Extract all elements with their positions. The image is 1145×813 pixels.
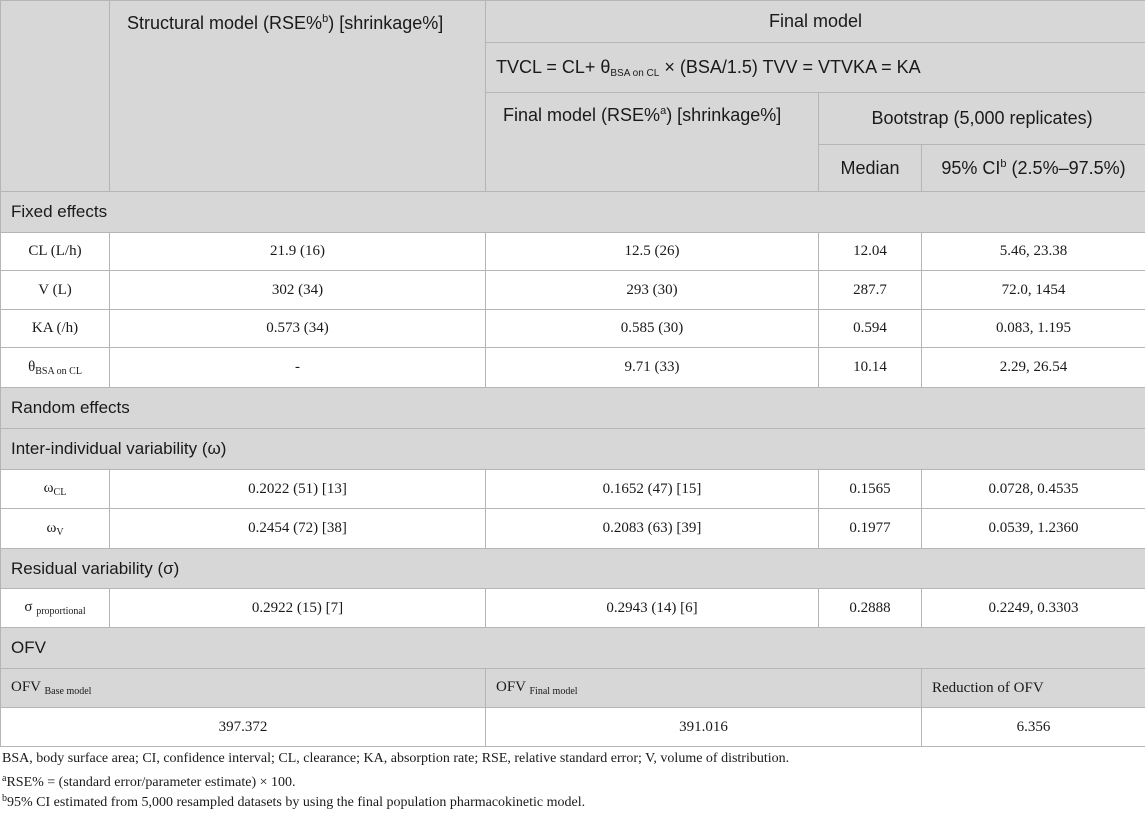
median-cell: 12.04 xyxy=(819,233,922,271)
table-row xyxy=(1,348,1145,388)
header-parameter-cell xyxy=(1,1,110,192)
structural-cell: 21.9 (16) xyxy=(110,233,486,271)
median-cell: 0.1977 xyxy=(819,509,922,549)
table-row xyxy=(1,470,1145,509)
footnote-a: $^a$RSE% = (standard error/parameter estimate) × 100. xyxy=(2,769,1145,789)
final-cell: 0.2083 (63) [39] xyxy=(486,509,819,549)
ci-cell: 0.0539, 1.2360 xyxy=(922,509,1145,549)
ofv-reduction-value: 6.356 xyxy=(922,708,1145,747)
ci-cell: 72.0, 1454 xyxy=(922,271,1145,310)
ci-cell: 5.46, 23.38 xyxy=(922,233,1145,271)
structural-cell: - xyxy=(110,348,486,388)
section-residual-variability: Residual variability (σ) xyxy=(1,549,1145,589)
ofv-base-value: 397.372 xyxy=(1,708,486,747)
ofv-reduction-label: Reduction of OFV xyxy=(922,669,1145,708)
section-row-iiv xyxy=(1,429,1145,470)
header-structural-model: Structural model (RSE%$^b$) [shrinkage%] xyxy=(110,1,486,192)
header-equation: TVCL = $CL+ \theta_{BSA on CL} \times (BSA/1.5)$ TVV = VTVKA = KA xyxy=(486,43,1145,93)
param-cell: $\omega_{CL}$ xyxy=(1,470,110,509)
header-final-model-rse: Final model (RSE%$^a$) [shrinkage%] xyxy=(486,93,819,192)
table-row xyxy=(1,233,1145,271)
table-row xyxy=(1,509,1145,549)
footnote-b: $^b$95% CI estimated from 5,000 resampled datasets by using the final population pharmacokinetic model. xyxy=(2,789,1145,809)
header-ci: 95% $CI^b$ (2.5%–97.5%) xyxy=(922,145,1145,192)
section-inter-individual-variability: Inter-individual variability (ω) xyxy=(1,429,1145,470)
ofv-base-label: OFV $_{Base model}$ xyxy=(1,669,486,708)
ci-cell: 0.2249, 0.3303 xyxy=(922,589,1145,628)
header-median: Median xyxy=(819,145,922,192)
section-fixed-effects: Fixed effects xyxy=(1,192,1145,233)
ofv-final-value: 391.016 xyxy=(486,708,922,747)
table-row xyxy=(1,271,1145,310)
section-row-residual xyxy=(1,549,1145,589)
table-footnotes xyxy=(0,749,1145,809)
param-cell: CL (L/h) xyxy=(1,233,110,271)
section-ofv: OFV xyxy=(1,628,1145,669)
section-random-effects: Random effects xyxy=(1,388,1145,429)
final-cell: 9.71 (33) xyxy=(486,348,819,388)
param-cell: σ $_{proportional}$ xyxy=(1,589,110,628)
structural-cell: 0.2454 (72) [38] xyxy=(110,509,486,549)
final-cell: 0.2943 (14) [6] xyxy=(486,589,819,628)
header-row-1 xyxy=(1,1,1145,43)
ofv-final-label: OFV $_{Final model}$ xyxy=(486,669,922,708)
param-cell: V (L) xyxy=(1,271,110,310)
section-row-fixed xyxy=(1,192,1145,233)
final-cell: 12.5 (26) xyxy=(486,233,819,271)
median-cell: 0.2888 xyxy=(819,589,922,628)
ci-cell: 0.0728, 0.4535 xyxy=(922,470,1145,509)
median-cell: 0.1565 xyxy=(819,470,922,509)
final-cell: 293 (30) xyxy=(486,271,819,310)
median-cell: 0.594 xyxy=(819,310,922,348)
final-cell: 0.585 (30) xyxy=(486,310,819,348)
section-row-ofv xyxy=(1,628,1145,669)
ofv-label-row xyxy=(1,669,1145,708)
header-bootstrap: Bootstrap (5,000 replicates) xyxy=(819,93,1145,145)
param-cell: $\omega_V$ xyxy=(1,509,110,549)
structural-cell: 0.2022 (51) [13] xyxy=(110,470,486,509)
footnote-abbreviations: BSA, body surface area; CI, confidence interval; CL, clearance; KA, absorption rate; RSE, relative standard error; V, volume of distribution. xyxy=(2,749,1145,769)
header-final-model: Final model xyxy=(486,1,1145,43)
param-cell: KA (/h) xyxy=(1,310,110,348)
structural-cell: 0.573 (34) xyxy=(110,310,486,348)
final-cell: 0.1652 (47) [15] xyxy=(486,470,819,509)
section-row-random xyxy=(1,388,1145,429)
table-row xyxy=(1,589,1145,628)
ofv-value-row xyxy=(1,708,1145,747)
structural-cell: 302 (34) xyxy=(110,271,486,310)
param-cell: $\theta_{BSA on CL}$ xyxy=(1,348,110,388)
median-cell: 10.14 xyxy=(819,348,922,388)
ci-cell: 2.29, 26.54 xyxy=(922,348,1145,388)
ci-cell: 0.083, 1.195 xyxy=(922,310,1145,348)
table-row xyxy=(1,310,1145,348)
median-cell: 287.7 xyxy=(819,271,922,310)
structural-cell: 0.2922 (15) [7] xyxy=(110,589,486,628)
